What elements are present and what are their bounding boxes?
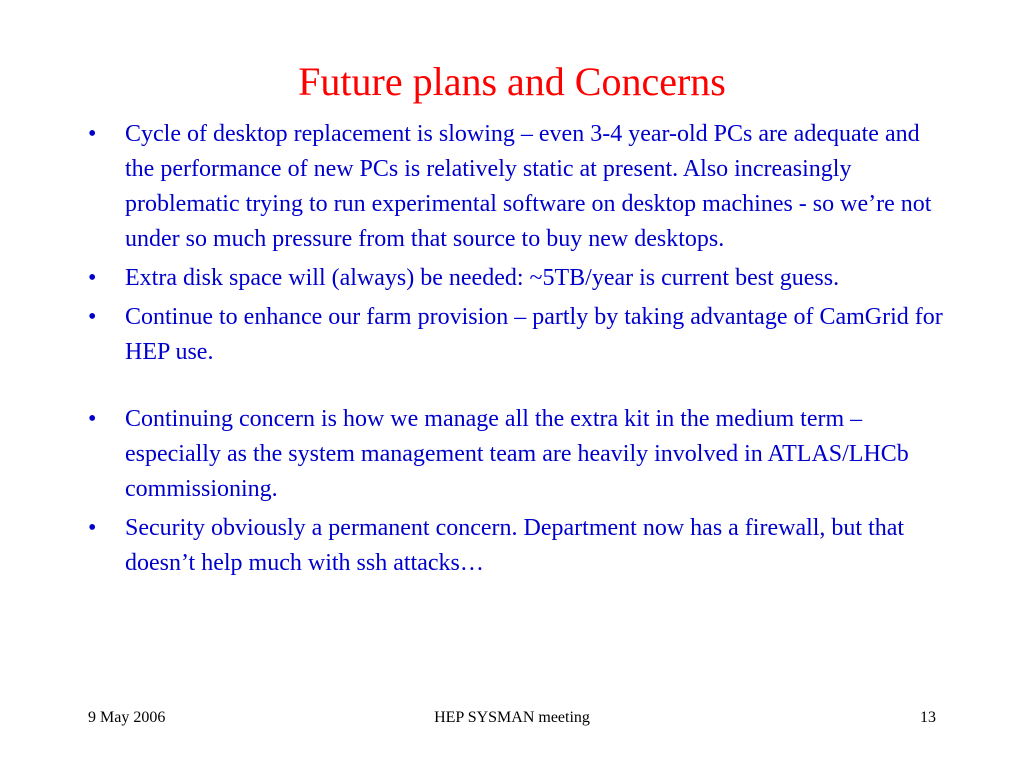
bullet-text: Continuing concern is how we manage all the extra kit in the medium term – especially as the system management team are heavily involved in ATLAS/LHCb commissioning. xyxy=(125,406,909,502)
bullet-icon: • xyxy=(88,515,97,541)
bullet-item xyxy=(88,511,948,581)
bullet-icon: • xyxy=(88,304,97,330)
bullet-item xyxy=(88,402,948,507)
bullet-icon: • xyxy=(88,121,97,147)
footer-date: 9 May 2006 xyxy=(88,709,166,726)
footer-page-number: 13 xyxy=(920,709,936,726)
slide-title: Future plans and Concerns xyxy=(298,59,726,104)
bullet-text: Extra disk space will (always) be needed: ~5TB/year is current best guess. xyxy=(125,265,840,291)
bullet-text: Cycle of desktop replacement is slowing – even 3-4 year-old PCs are adequate and the performance of new PCs is relatively static at present. Also increasingly problematic trying to run experimental software on desktop machines - so we’re not under so much pressure from that source to buy new desktops. xyxy=(125,121,932,252)
bullet-list xyxy=(88,117,948,585)
bullet-icon: • xyxy=(88,406,97,432)
bullet-item xyxy=(88,117,948,257)
bullet-item xyxy=(88,300,948,370)
bullet-text: Security obviously a permanent concern. Department now has a firewall, but that doesn’t help much with ssh attacks… xyxy=(125,515,905,576)
footer-event: HEP SYSMAN meeting xyxy=(434,709,590,726)
bullet-item xyxy=(88,261,948,296)
bullet-icon: • xyxy=(88,265,97,291)
bullet-text: Continue to enhance our farm provision – partly by taking advantage of CamGrid for HEP use. xyxy=(125,304,943,365)
